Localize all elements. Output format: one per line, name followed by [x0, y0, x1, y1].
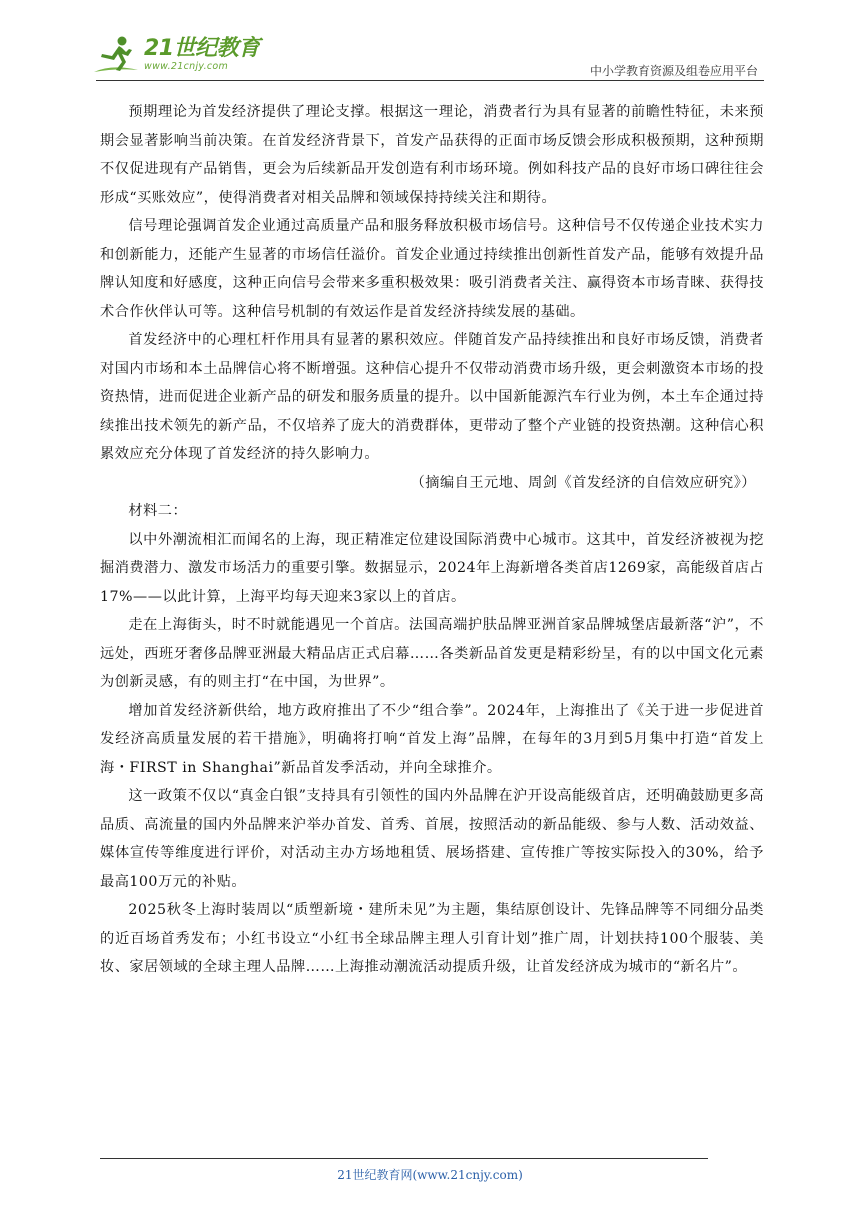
logo: [92, 34, 260, 76]
article-body: [100, 98, 764, 982]
paragraph: 走在上海街头，时不时就能遇见一个首店。法国高端护肤品牌亚洲首家品牌城堡店最新落“沪”，不远处，西班牙奢侈品牌亚洲最大精品店正式启幕……各类新品首发更是精彩纷呈，有的以中国文化元素为创新灵感，有的则主打“在中国，为世界”。: [100, 617, 764, 690]
footer-divider: [100, 1158, 708, 1159]
paragraph: 信号理论强调首发企业通过高质量产品和服务释放积极市场信号。这种信号不仅传递企业技术实力和创新能力，还能产生显著的市场信任溢价。首发企业通过持续推出创新性首发产品，能够有效提升品牌认知度和好感度，这种正向信号会带来多重积极效果：吸引消费者关注、赢得资本市场青睐、获得技术合作伙伴认可等。这种信号机制的有效运作是首发经济持续发展的基础。: [100, 218, 764, 320]
material-label: 材料二：: [128, 503, 188, 519]
logo-text: 21世纪教育: [144, 36, 260, 62]
header-divider: [96, 80, 764, 81]
runner-logo-icon: [92, 34, 142, 76]
footer-link[interactable]: 21世纪教育网(www.21cnjy.com): [337, 1168, 523, 1182]
paragraph: 首发经济中的心理杠杆作用具有显著的累积效应。伴随首发产品持续推出和良好市场反馈，消费者对国内市场和本土品牌信心将不断增强。这种信心提升不仅带动消费市场升级，更会刺激资本市场的投资热情，进而促进企业新产品的研发和服务质量的提升。以中国新能源汽车行业为例，本土车企通过持续推出技术领先的新产品，不仅培养了庞大的消费群体，更带动了整个产业链的投资热潮。这种信心积累效应充分体现了首发经济的持久影响力。: [100, 332, 764, 462]
paragraph: 2025秋冬上海时装周以“质塑新境・建所未见”为主题，集结原创设计、先锋品牌等不同细分品类的近百场首秀发布；小红书设立“小红书全球品牌主理人引育计划”推广周，计划扶持100个服装、美妆、家居领域的全球主理人品牌……上海推动潮流活动提质升级，让首发经济成为城市的“新名片”。: [100, 902, 764, 975]
paragraph: 这一政策不仅以“真金白银”支持具有引领性的国内外品牌在沪开设高能级首店，还明确鼓励更多高品质、高流量的国内外品牌来沪举办首发、首秀、首展，按照活动的新品能级、参与人数、活动效益、媒体宣传等维度进行评价，对活动主办方场地租赁、展场搭建、宣传推广等按实际投入的30%，给予最高100万元的补贴。: [100, 788, 764, 890]
page-header: [92, 34, 762, 82]
platform-name: 中小学教育资源及组卷应用平台: [589, 64, 758, 78]
paragraph: 预期理论为首发经济提供了理论支撑。根据这一理论，消费者行为具有显著的前瞻性特征，未来预期会显著影响当前决策。在首发经济背景下，首发产品获得的正面市场反馈会形成积极预期，这种预期不仅促进现有产品销售，更会为后续新品开发创造有利市场环境。例如科技产品的良好市场口碑往往会形成“买账效应”，使得消费者对相关品牌和领域保持持续关注和期待。: [100, 104, 764, 206]
paragraph: 增加首发经济新供给，地方政府推出了不少“组合拳”。2024年，上海推出了《关于进一步促进首发经济高质量发展的若干措施》，明确将打响“首发上海”品牌，在每年的3月到5月集中打造“首发上海・FIRST in Shanghai”新品首发季活动，并向全球推介。: [100, 702, 764, 776]
paragraph: 以中外潮流相汇而闻名的上海，现正精准定位建设国际消费中心城市。这其中，首发经济被视为挖掘消费潜力、激发市场活力的重要引擎。数据显示，2024年上海新增各类首店1269家，高能级首店占17%——以此计算，上海平均每天迎来3家以上的首店。: [100, 531, 764, 605]
logo-url: www.21cnjy.com: [144, 61, 229, 73]
source-citation: （摘编自王元地、周剑《首发经济的自信效应研究》）: [410, 474, 756, 491]
